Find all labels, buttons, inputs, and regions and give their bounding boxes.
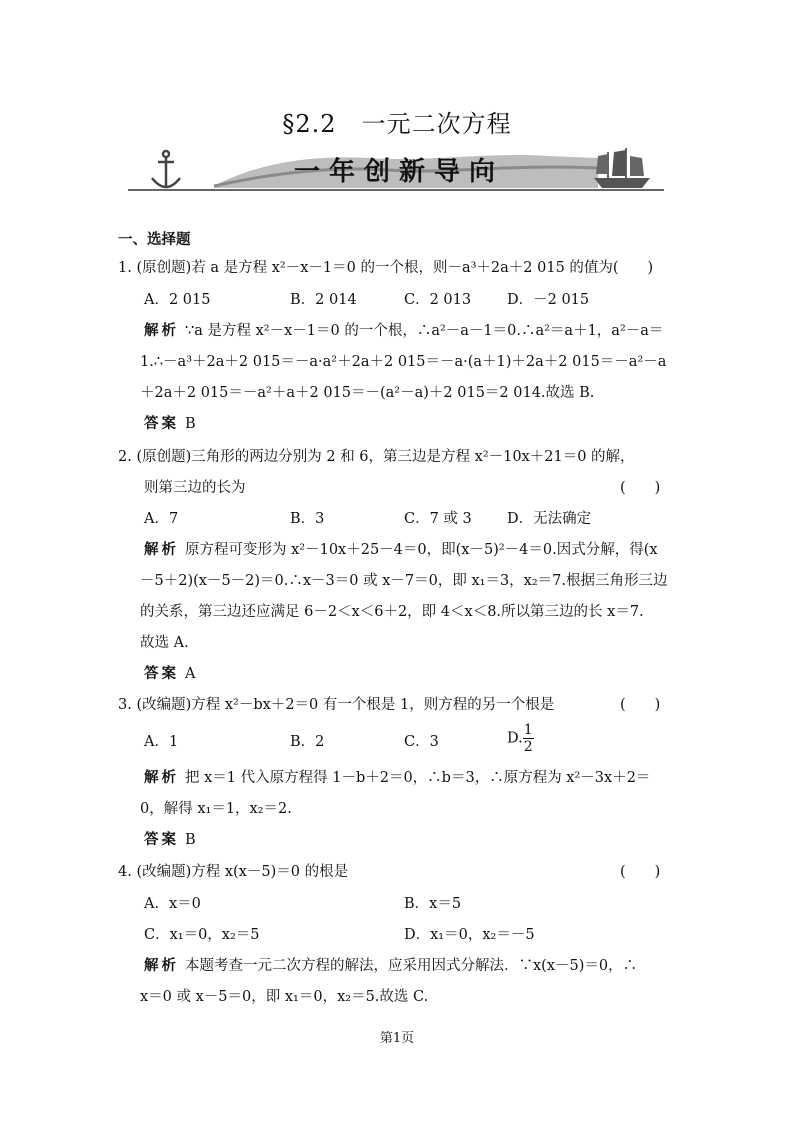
analysis-label: 解析 bbox=[144, 541, 179, 558]
answer-label: 答案 bbox=[144, 665, 179, 682]
q4-option-d: D．x₁＝0，x₂＝－5 bbox=[404, 927, 535, 943]
q3-analysis-line-2: 0，解得 x₁＝1，x₂＝2. bbox=[140, 801, 292, 817]
q2-option-c: C．7 或 3 bbox=[404, 511, 472, 527]
q4-option-b: B．x＝5 bbox=[404, 896, 462, 912]
question-1-stem: 1. (原创题)若 a 是方程 x²－x－1＝0 的一个根，则－a³＋2a＋2 015 的值为( ) bbox=[118, 260, 654, 276]
q4-analysis-line-1: 解析 本题考查一元二次方程的解法，应采用因式分解法．∵x(x－5)＝0，∴ bbox=[144, 957, 638, 974]
page-number: 第1页 bbox=[379, 1031, 415, 1046]
q1-option-d: D．－2 015 bbox=[507, 292, 590, 308]
q1-analysis-line-3: ＋2a＋2 015＝－a²＋a＋2 015＝－(a²－a)＋2 015＝2 014.故选 B. bbox=[140, 385, 595, 401]
q2-analysis-line-4: 故选 A. bbox=[140, 635, 189, 651]
q2-answer: 答案 A bbox=[144, 665, 196, 682]
q3-option-a: A．1 bbox=[144, 734, 179, 750]
answer-label: 答案 bbox=[144, 831, 179, 848]
q3-analysis-line-1: 解析 把 x＝1 代入原方程得 1－b＋2＝0，∴b＝3，∴原方程为 x²－3x＋2＝ bbox=[144, 769, 651, 786]
analysis-label: 解析 bbox=[144, 769, 179, 786]
q4-option-c: C．x₁＝0，x₂＝5 bbox=[144, 927, 260, 943]
q1-option-a: A．2 015 bbox=[144, 292, 211, 308]
q3-option-c: C．3 bbox=[404, 734, 439, 750]
fraction: $\frac{1}{2}$ bbox=[523, 722, 533, 755]
q2-analysis-line-1: 解析 原方程可变形为 x²－10x＋25－4＝0，即(x－5)²－4＝0.因式分解，得(x bbox=[144, 541, 658, 558]
banner-text: 一年创新导向 bbox=[294, 157, 505, 187]
question-2-stem-cont: 则第三边的长为 bbox=[144, 480, 246, 496]
anchor-icon bbox=[152, 151, 180, 188]
q1-analysis-line-1: 解析 ∵a 是方程 x²－x－1＝0 的一个根，∴a²－a－1＝0.∴a²＝a＋1，a²－a＝ bbox=[144, 322, 664, 339]
q3-answer-paren: ( ) bbox=[620, 697, 661, 713]
q2-answer-paren: ( ) bbox=[620, 480, 661, 496]
q2-analysis-line-2: －5＋2)(x－5－2)＝0.∴x－3＝0 或 x－7＝0，即 x₁＝3，x₂＝7.根据三角形三边 bbox=[140, 573, 668, 589]
q1-option-c: C．2 013 bbox=[404, 292, 472, 308]
q3-option-d: D. $\frac{1}{2}$ bbox=[507, 722, 533, 755]
q2-option-d: D．无法确定 bbox=[507, 511, 592, 527]
q3-answer: 答案 B bbox=[144, 831, 196, 848]
section-heading: 一、选择题 bbox=[118, 231, 191, 248]
q2-option-b: B．3 bbox=[290, 511, 325, 527]
analysis-label: 解析 bbox=[144, 322, 179, 339]
question-4-stem: 4. (改编题)方程 x(x－5)＝0 的根是 bbox=[118, 864, 349, 880]
q4-answer-paren: ( ) bbox=[620, 864, 661, 880]
q1-analysis-line-2: 1.∴－a³＋2a＋2 015＝－a·a²＋2a＋2 015＝－a·(a＋1)＋2a＋2 015＝－a²－a bbox=[140, 354, 667, 370]
ship-icon bbox=[594, 148, 650, 188]
question-3-stem: 3. (改编题)方程 x²－bx＋2＝0 有一个根是 1，则方程的另一个根是 bbox=[118, 697, 555, 713]
q4-option-a: A．x＝0 bbox=[144, 896, 201, 912]
q2-analysis-line-3: 的关系，第三边还应满足 6－2＜x＜6＋2，即 4＜x＜8.所以第三边的长 x＝7. bbox=[140, 604, 644, 620]
q4-analysis-line-2: x＝0 或 x－5＝0，即 x₁＝0，x₂＝5.故选 C. bbox=[140, 989, 429, 1005]
question-2-stem: 2. (原创题)三角形的两边分别为 2 和 6，第三边是方程 x²－10x＋21＝0 的解， bbox=[118, 449, 635, 465]
q2-option-a: A．7 bbox=[144, 511, 179, 527]
q1-answer: 答案 B bbox=[144, 415, 196, 432]
q3-option-b: B．2 bbox=[290, 734, 325, 750]
answer-label: 答案 bbox=[144, 415, 179, 432]
q1-option-b: B．2 014 bbox=[290, 292, 357, 308]
page-title: §2.2 一元二次方程 bbox=[282, 110, 512, 138]
analysis-label: 解析 bbox=[144, 957, 179, 974]
